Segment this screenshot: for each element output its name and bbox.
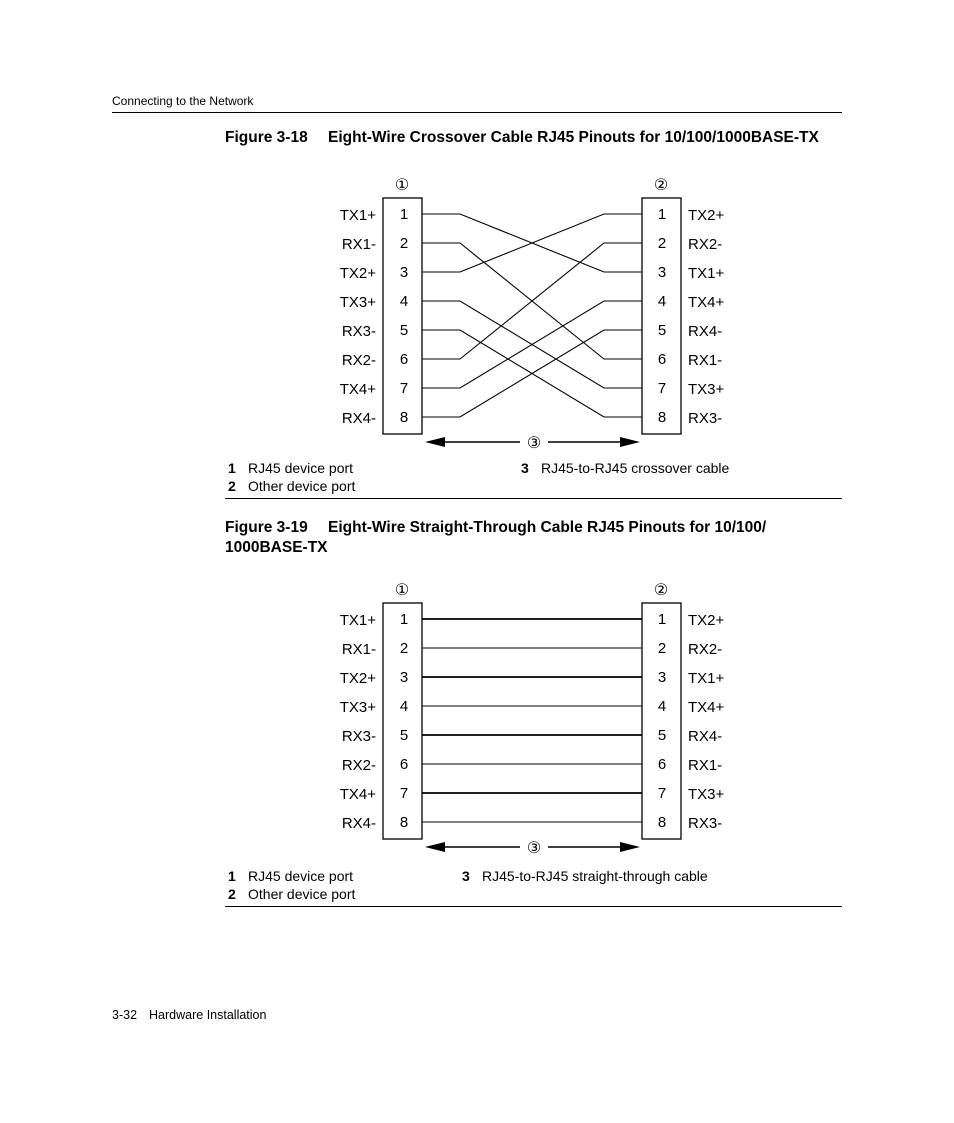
arrowhead-right-icon <box>620 842 640 852</box>
figure-number: Figure 3-18 <box>225 129 308 146</box>
right-pin-number: 4 <box>657 293 667 310</box>
arrowhead-left-icon <box>425 437 445 447</box>
figure-title: Eight-Wire Crossover Cable RJ45 Pinouts for 10/100/1000BASE-TX <box>328 129 819 146</box>
right-signal-label: TX2+ <box>688 612 725 629</box>
legend-item-3: 3 RJ45-to-RJ45 crossover cable <box>521 460 730 476</box>
left-pin-number: 6 <box>399 756 409 773</box>
callout-2: ② <box>653 582 669 599</box>
right-pin-number: 5 <box>657 322 667 339</box>
right-signal-label: RX2- <box>688 641 723 658</box>
wire <box>422 330 642 417</box>
right-signal-label: RX3- <box>688 815 723 832</box>
chapter-name: Hardware Installation <box>149 1008 267 1022</box>
page-footer <box>112 1008 266 1022</box>
right-signal-label: RX2- <box>688 236 723 253</box>
right-pin-number: 8 <box>657 409 667 426</box>
right-signal-label: TX4+ <box>688 699 725 716</box>
left-signal-label: RX1- <box>341 641 376 658</box>
left-pin-number: 1 <box>399 611 409 628</box>
figure-title-line2: 1000BASE-TX <box>225 539 328 556</box>
right-pin-number: 7 <box>657 380 667 397</box>
left-pin-number: 1 <box>399 206 409 223</box>
left-pin-number: 2 <box>399 235 409 252</box>
left-pin-number: 3 <box>399 669 409 686</box>
left-signal-label: RX3- <box>341 323 376 340</box>
right-signal-label: TX3+ <box>688 786 725 803</box>
left-signal-label: TX3+ <box>339 294 376 311</box>
callout-3: ③ <box>526 840 542 857</box>
right-pin-number: 1 <box>657 206 667 223</box>
left-signal-label: RX4- <box>341 815 376 832</box>
right-pin-number: 6 <box>657 351 667 368</box>
left-signal-label: TX2+ <box>339 670 376 687</box>
legend-item-3: 3 RJ45-to-RJ45 straight-through cable <box>462 868 708 884</box>
left-pin-number: 6 <box>399 351 409 368</box>
wire <box>422 301 642 388</box>
left-pin-number: 5 <box>399 322 409 339</box>
left-signal-label: RX4- <box>341 410 376 427</box>
device-port-box <box>383 198 422 434</box>
right-pin-number: 2 <box>657 235 667 252</box>
callout-2: ② <box>653 177 669 194</box>
left-signal-label: TX1+ <box>339 612 376 629</box>
device-port-box <box>383 603 422 839</box>
legend-item-2: 2 Other device port <box>228 478 356 494</box>
left-signal-label: RX2- <box>341 757 376 774</box>
left-pin-number: 4 <box>399 698 409 715</box>
arrowhead-left-icon <box>425 842 445 852</box>
left-signal-label: TX1+ <box>339 207 376 224</box>
figure-3-19-caption <box>225 518 766 558</box>
left-pin-number: 4 <box>399 293 409 310</box>
right-pin-number: 6 <box>657 756 667 773</box>
right-signal-label: RX3- <box>688 410 723 427</box>
figure-3-18-caption <box>225 128 819 148</box>
right-signal-label: TX1+ <box>688 265 725 282</box>
crossover-pinout-diagram <box>0 170 954 455</box>
callout-1: ① <box>394 177 410 194</box>
running-header: Connecting to the Network <box>112 94 254 108</box>
left-pin-number: 7 <box>399 785 409 802</box>
figure-number: Figure 3-19 <box>225 519 308 536</box>
right-pin-number: 3 <box>657 264 667 281</box>
left-signal-label: RX2- <box>341 352 376 369</box>
right-pin-number: 7 <box>657 785 667 802</box>
legend-rule <box>225 906 842 907</box>
other-port-box <box>642 603 681 839</box>
callout-1: ① <box>394 582 410 599</box>
right-pin-number: 5 <box>657 727 667 744</box>
left-pin-number: 8 <box>399 814 409 831</box>
left-pin-number: 5 <box>399 727 409 744</box>
left-pin-number: 7 <box>399 380 409 397</box>
figure-title: Eight-Wire Straight-Through Cable RJ45 Pinouts for 10/100/ <box>328 519 767 536</box>
left-signal-label: TX2+ <box>339 265 376 282</box>
right-signal-label: TX1+ <box>688 670 725 687</box>
right-signal-label: TX3+ <box>688 381 725 398</box>
page-number: 3-32 <box>112 1008 138 1022</box>
left-pin-number: 2 <box>399 640 409 657</box>
right-signal-label: RX4- <box>688 323 723 340</box>
left-pin-number: 8 <box>399 409 409 426</box>
straight-through-pinout-diagram <box>0 575 954 860</box>
left-signal-label: TX4+ <box>339 786 376 803</box>
other-port-box <box>642 198 681 434</box>
right-pin-number: 4 <box>657 698 667 715</box>
right-pin-number: 2 <box>657 640 667 657</box>
left-signal-label: RX3- <box>341 728 376 745</box>
header-rule <box>112 112 842 113</box>
callout-3: ③ <box>526 435 542 452</box>
right-pin-number: 1 <box>657 611 667 628</box>
left-signal-label: TX3+ <box>339 699 376 716</box>
right-signal-label: TX2+ <box>688 207 725 224</box>
legend-rule <box>225 498 842 499</box>
right-signal-label: RX1- <box>688 352 723 369</box>
legend-item-1: 1 RJ45 device port <box>228 868 354 884</box>
right-signal-label: RX1- <box>688 757 723 774</box>
right-pin-number: 3 <box>657 669 667 686</box>
right-signal-label: TX4+ <box>688 294 725 311</box>
legend-item-1: 1 RJ45 device port <box>228 460 354 476</box>
left-signal-label: TX4+ <box>339 381 376 398</box>
right-signal-label: RX4- <box>688 728 723 745</box>
arrowhead-right-icon <box>620 437 640 447</box>
right-pin-number: 8 <box>657 814 667 831</box>
left-pin-number: 3 <box>399 264 409 281</box>
left-signal-label: RX1- <box>341 236 376 253</box>
legend-item-2: 2 Other device port <box>228 886 356 902</box>
